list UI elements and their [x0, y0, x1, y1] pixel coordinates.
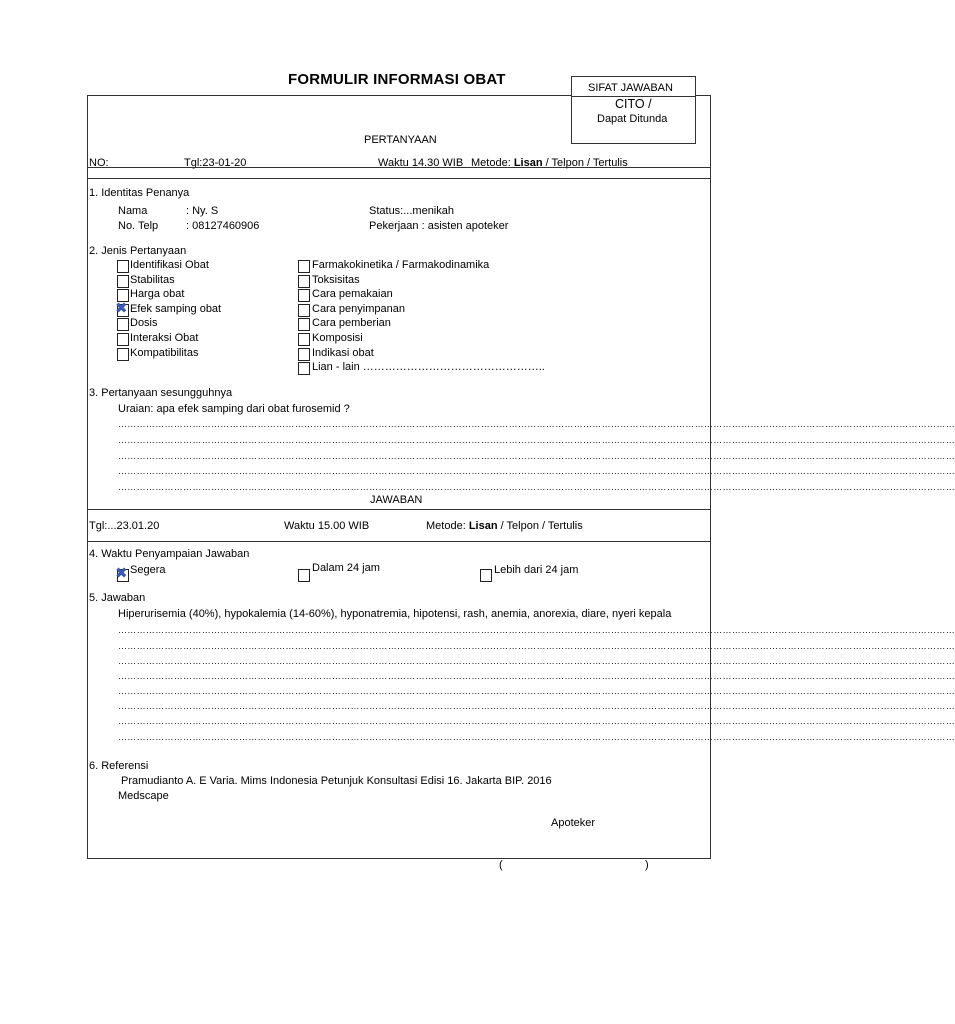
jawaban-text: Hiperurisemia (40%), hypokalemia (14-60%), hyponatremia, hipotensi, rash, anemia, anorexia, diare, nyeri kepala	[118, 608, 672, 620]
metode-options: / Telpon / Tertulis	[542, 157, 628, 169]
jenis-right-checkbox-4[interactable]	[298, 318, 310, 331]
segera-label: Segera	[130, 564, 166, 576]
sifat-heading: SIFAT JAWABAN	[588, 82, 673, 94]
jenis-right-label-4: Cara pemberian	[312, 317, 391, 330]
telp-label: No. Telp	[118, 220, 159, 232]
jenis-left-label-5: Interaksi Obat	[130, 332, 199, 344]
jenis-right-label-6: Indikasi obat	[312, 346, 374, 359]
referensi-2: Medscape	[118, 790, 169, 802]
metode-label: Metode:	[426, 520, 466, 532]
jenis-left-label-1: Stabilitas	[130, 273, 175, 286]
signature-paren-close: )	[645, 859, 649, 871]
dotted-line: ………………………………………………………………………………………………………………………………………………………………………………………………………………………………………………	[118, 671, 955, 681]
jenis-left-checkbox-0[interactable]	[117, 260, 129, 273]
divider-4	[87, 541, 711, 542]
jenis-left-checkbox-4[interactable]	[117, 318, 129, 331]
jenis-left-label-4: Dosis	[130, 317, 158, 330]
referensi-1: Pramudianto A. E Varia. Mims Indonesia Petunjuk Konsultasi Edisi 16. Jakarta BIP. 2016	[121, 775, 552, 787]
metode-options: / Telpon / Tertulis	[497, 520, 583, 532]
waktu-jawaban: Waktu 15.00 WIB	[284, 520, 370, 532]
dotted-line: ………………………………………………………………………………………………………………………………………………………………………………………………………………………………………………	[118, 686, 955, 696]
status-value: Status:...menikah	[369, 205, 454, 217]
jenis-right-checkbox-3[interactable]	[298, 304, 310, 317]
jenis-left-checkbox-6[interactable]	[117, 348, 129, 361]
jenis-left-label-2: Harga obat	[130, 288, 185, 301]
penyampaian-heading: 4. Waktu Penyampaian Jawaban	[89, 548, 250, 560]
dotted-line: ………………………………………………………………………………………………………………………………………………………………………………………………………………………………………………	[118, 435, 955, 445]
dotted-line: ………………………………………………………………………………………………………………………………………………………………………………………………………………………………………………	[118, 716, 955, 726]
form-title: FORMULIR INFORMASI OBAT	[288, 71, 506, 88]
pekerjaan-value: Pekerjaan : asisten apoteker	[369, 220, 509, 232]
jenis-left-label-0: Identifikasi Obat	[130, 259, 209, 271]
lebih-24-jam-checkbox[interactable]	[480, 569, 492, 582]
no-label: NO:	[89, 157, 109, 169]
dotted-line: ………………………………………………………………………………………………………………………………………………………………………………………………………………………………………………	[118, 656, 955, 666]
jenis-right-checkbox-1[interactable]	[298, 275, 310, 288]
dotted-line: ………………………………………………………………………………………………………………………………………………………………………………………………………………………………………………	[118, 701, 955, 711]
segera-checkbox[interactable]	[117, 569, 129, 582]
pertanyaan-heading: PERTANYAAN	[364, 134, 437, 146]
cito-label: CITO /	[615, 97, 652, 111]
metode-lisan: Lisan	[468, 520, 498, 532]
jawaban-heading: JAWABAN	[370, 494, 423, 506]
jenis-right-label-2: Cara pemakaian	[312, 288, 393, 301]
dotted-line: ………………………………………………………………………………………………………………………………………………………………………………………………………………………………………………	[118, 732, 955, 742]
dotted-line: ………………………………………………………………………………………………………………………………………………………………………………………………………………………………………………	[118, 625, 955, 635]
jawaban-section-heading: 5. Jawaban	[89, 592, 146, 604]
jenis-right-label-3: Cara penyimpanan	[312, 302, 405, 315]
referensi-heading: 6. Referensi	[89, 760, 149, 772]
tgl-pertanyaan: Tgl:23-01-20	[184, 157, 247, 169]
identitas-heading: 1. Identitas Penanya	[89, 187, 190, 199]
dotted-line: ………………………………………………………………………………………………………………………………………………………………………………………………………………………………………………	[118, 466, 955, 476]
dotted-line: ………………………………………………………………………………………………………………………………………………………………………………………………………………………………………………	[118, 451, 955, 461]
jenis-right-checkbox-0[interactable]	[298, 260, 310, 273]
jenis-right-checkbox-5[interactable]	[298, 333, 310, 346]
jenis-left-checkbox-3[interactable]	[117, 304, 129, 317]
pertanyaan-sesungguhnya-heading: 3. Pertanyaan sesungguhnya	[89, 387, 233, 399]
dalam-24-jam-checkbox[interactable]	[298, 569, 310, 582]
apoteker-label: Apoteker	[551, 817, 596, 829]
metode-jawaban	[426, 520, 583, 532]
jenis-right-label-5: Komposisi	[312, 332, 363, 344]
lebih-24-jam-label: Lebih dari 24 jam	[494, 564, 579, 576]
sifat-jawaban-box	[571, 76, 696, 144]
divider-3	[87, 509, 711, 510]
jenis-right-checkbox-7[interactable]	[298, 362, 310, 375]
dalam-24-jam-label: Dalam 24 jam	[312, 562, 380, 574]
nama-label: Nama	[118, 205, 148, 217]
jenis-left-label-3: Efek samping obat	[130, 302, 222, 315]
divider-1	[87, 167, 711, 168]
jenis-right-label-1: Toksisitas	[312, 273, 360, 286]
dotted-line: ………………………………………………………………………………………………………………………………………………………………………………………………………………………………………………	[118, 419, 955, 429]
dotted-line: ………………………………………………………………………………………………………………………………………………………………………………………………………………………………………………	[118, 482, 955, 492]
jenis-heading: 2. Jenis Pertanyaan	[89, 245, 187, 257]
waktu-pertanyaan: Waktu 14.30 WIB	[378, 157, 464, 169]
telp-value: : 08127460906	[186, 220, 260, 232]
metode-label: Metode:	[471, 157, 511, 169]
divider-2	[87, 178, 711, 179]
nama-value: : Ny. S	[186, 205, 219, 217]
metode-lisan: Lisan	[513, 157, 543, 169]
uraian-text: Uraian: apa efek samping dari obat furosemid ?	[118, 403, 350, 415]
dotted-line: ………………………………………………………………………………………………………………………………………………………………………………………………………………………………………………	[118, 641, 955, 651]
jenis-left-checkbox-5[interactable]	[117, 333, 129, 346]
dapat-ditunda-label: Dapat Ditunda	[597, 113, 668, 125]
jenis-right-checkbox-6[interactable]	[298, 348, 310, 361]
jenis-right-checkbox-2[interactable]	[298, 289, 310, 302]
jenis-left-checkbox-1[interactable]	[117, 275, 129, 288]
jenis-right-label-0: Farmakokinetika / Farmakodinamika	[312, 259, 490, 271]
jenis-right-label-7: Lian - lain …………………………………………..	[312, 361, 545, 374]
signature-paren-open: (	[499, 859, 503, 871]
jenis-left-label-6: Kompatibilitas	[130, 346, 199, 359]
tgl-jawaban: Tgl:...23.01.20	[89, 520, 160, 532]
